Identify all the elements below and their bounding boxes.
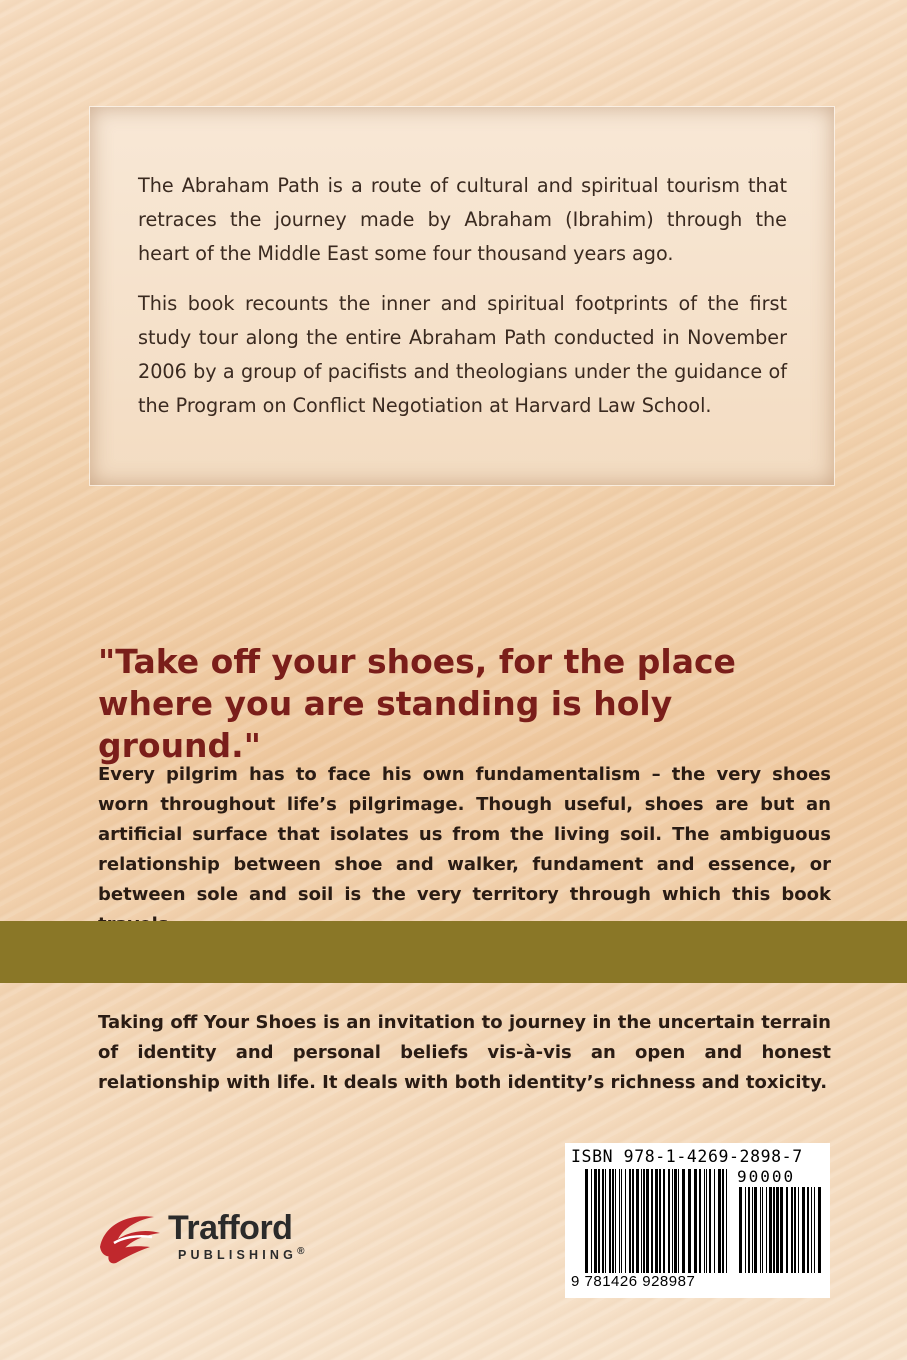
barcode-bar: [594, 1169, 597, 1273]
barcode-bar: [718, 1169, 721, 1273]
blurb-box: [90, 107, 834, 485]
barcode-bar: [672, 1169, 673, 1273]
barcode-bar: [791, 1187, 793, 1273]
trafford-publishing-logo: [94, 1205, 374, 1275]
barcode-bar: [646, 1169, 649, 1273]
addon-number: 90000: [737, 1167, 796, 1186]
barcode-bar: [699, 1169, 701, 1273]
description-paragraph: Every pilgrim has to face his own fundamentalism – the very shoes worn throughout life’s pilgrimage. Though useful, shoes are but an artificial surface that isolates us from the living soil. The ambiguous relationship between shoe and walker, fundament and essence, or between sole and soil is the very territory through which this book: [98, 764, 831, 905]
barcode-bar: [651, 1169, 653, 1273]
barcode-bar: [674, 1169, 677, 1273]
barcode-bar: [802, 1187, 805, 1273]
barcode-bar: [629, 1169, 631, 1273]
barcode-bar: [668, 1169, 670, 1273]
quote-heading: "Take off your shoes, for the place where you are standing is holy ground.": [98, 642, 736, 765]
barcode-bar: [780, 1187, 783, 1273]
barcode-bar: [632, 1169, 634, 1273]
barcode-bar: [612, 1169, 614, 1273]
barcode-bar: [706, 1169, 707, 1273]
decorative-band: [0, 921, 907, 983]
barcode-bar: [682, 1169, 685, 1273]
barcode-bar: [598, 1169, 600, 1273]
isbn-label: ISBN 978-1-4269-2898-7: [571, 1147, 803, 1166]
invitation-paragraph: Taking off Your Shoes is an invitation to journey in the uncertain terrain of identity and personal beliefs vis-à-vis an open and honest relationship with life. It deals with both identity’s richness and toxicity.: [98, 1012, 831, 1093]
barcode-bar: [619, 1169, 620, 1273]
barcode-bar: [655, 1169, 658, 1273]
barcode-bar: [754, 1187, 757, 1273]
barcode-bar: [602, 1169, 604, 1273]
barcode-bar: [818, 1187, 821, 1273]
isbn-barcode: [565, 1143, 830, 1298]
barcode-bar: [591, 1169, 592, 1273]
barcode-bar: [663, 1169, 665, 1273]
barcode-bar: [641, 1169, 642, 1273]
barcode-bar: [678, 1169, 679, 1273]
barcode-bar: [726, 1169, 727, 1273]
publisher-tagline: [178, 1246, 304, 1262]
barcode-bar: [752, 1187, 753, 1273]
barcode-bar: [621, 1169, 622, 1273]
barcode-bar: [760, 1187, 761, 1273]
barcode-bar: [585, 1169, 588, 1273]
barcode-bar: [615, 1169, 616, 1273]
barcode-bar: [688, 1169, 691, 1273]
barcode-bar: [773, 1187, 775, 1273]
barcode-bar: [786, 1187, 788, 1273]
publisher-tagline-text: PUBLISHING: [178, 1248, 298, 1263]
barcode-bar: [745, 1187, 746, 1273]
registered-mark: ®: [297, 1246, 305, 1257]
blurb-paragraph-1: The Abraham Path is a route of cultural and spiritual tourism that retraces the journey made by Abraham (Ibrahim) through the heart of the Middle East some four thousand years ago.: [138, 174, 787, 265]
barcode-bar: [722, 1169, 724, 1273]
barcode-bar: [605, 1169, 606, 1273]
barcode-bar: [739, 1187, 742, 1273]
barcode-bar: [704, 1169, 705, 1273]
barcode-bar: [694, 1169, 697, 1273]
barcode-bar: [814, 1187, 815, 1273]
barcode-bar: [794, 1187, 796, 1273]
barcode-bar: [748, 1187, 750, 1273]
barcode-bar: [766, 1187, 767, 1273]
publisher-name: [168, 1209, 292, 1248]
addon-bars: [739, 1187, 823, 1273]
trafford-emblem-icon: [94, 1207, 170, 1269]
blurb-paragraph-2: This book recounts the inner and spiritual footprints of the first study tour along the entire Abraham Path conducted in November 2006 by a group of pacifists and theologians under the guidance of the Program on Conflict Negotiation at Harvard Law School.: [138, 292, 787, 417]
barcode-bar: [609, 1169, 611, 1273]
barcode-bar: [769, 1187, 772, 1273]
barcode-bar: [659, 1169, 661, 1273]
ean-number: 9 781426 928987: [571, 1273, 696, 1290]
barcode-bar: [714, 1169, 715, 1273]
barcode-bar: [625, 1169, 626, 1273]
publisher-name-text: Trafford: [168, 1209, 293, 1247]
barcode-bars: [571, 1167, 824, 1290]
barcode-bar: [807, 1187, 809, 1273]
barcode-bar: [762, 1187, 763, 1273]
barcode-bar: [798, 1187, 799, 1273]
barcode-bar: [776, 1187, 779, 1273]
barcode-bar: [811, 1187, 812, 1273]
barcode-bar: [643, 1169, 645, 1273]
barcode-bar: [636, 1169, 639, 1273]
barcode-bar: [709, 1169, 711, 1273]
ean-bars: [585, 1169, 731, 1273]
